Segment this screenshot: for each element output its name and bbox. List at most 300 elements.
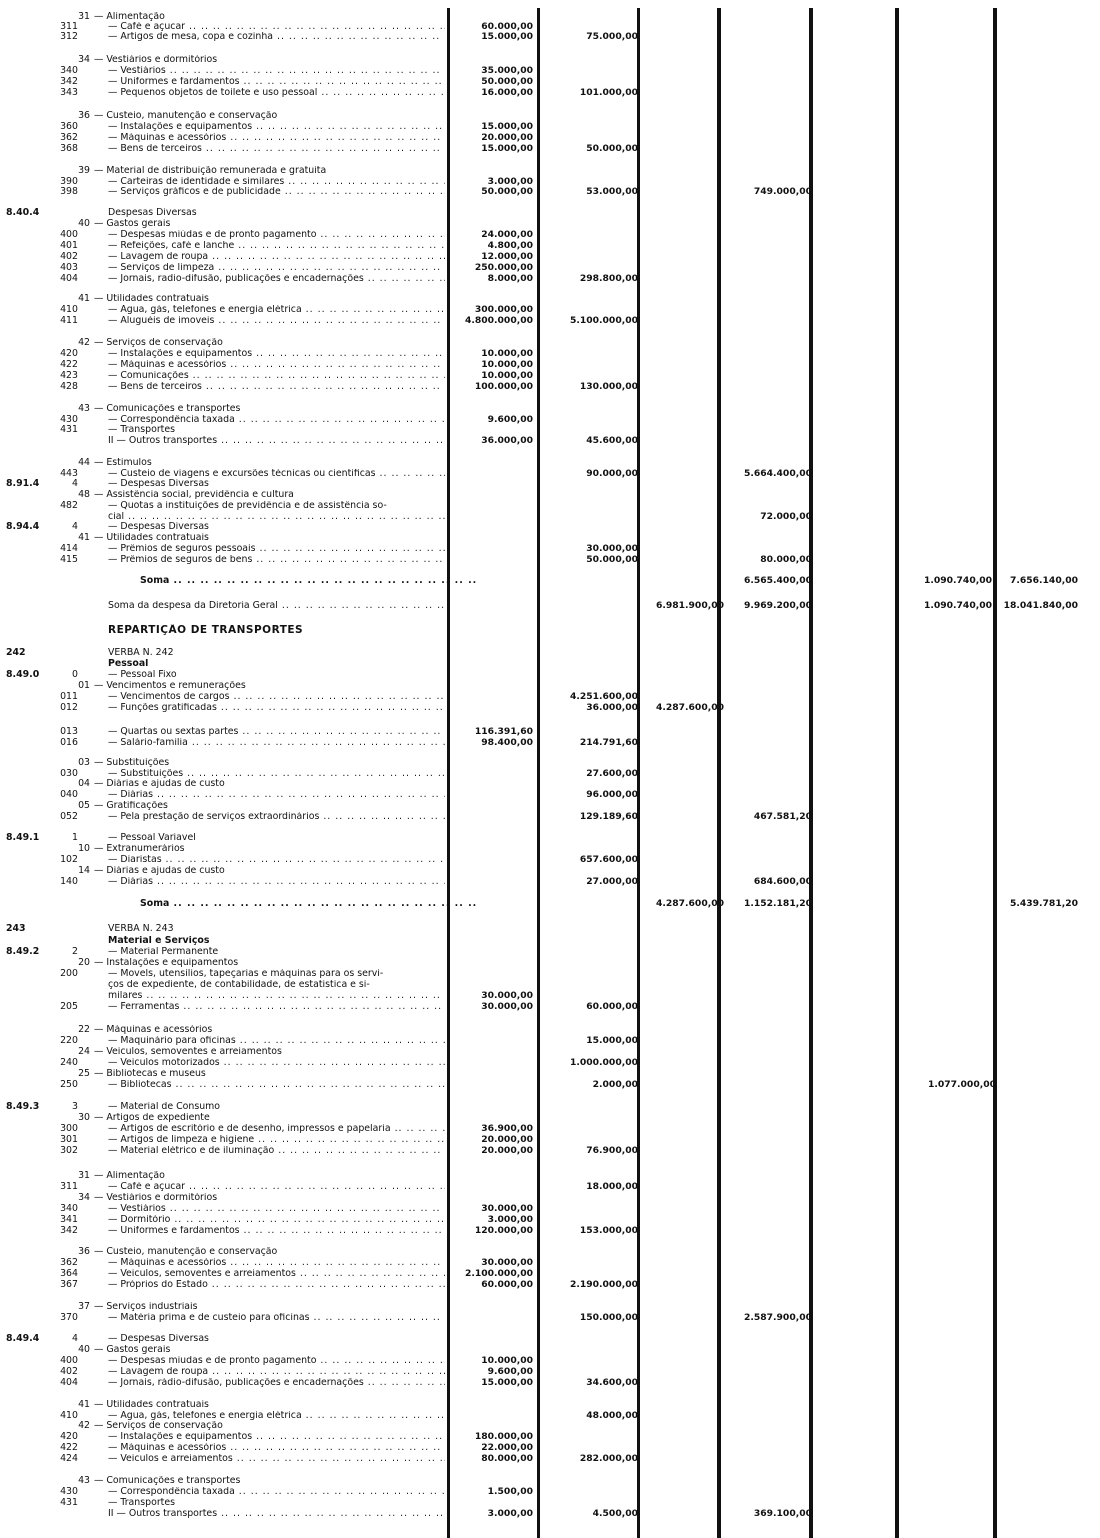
- table-row: [0, 1345, 1100, 1355]
- amount-c2: 150.000,00: [579, 1312, 638, 1323]
- amount-c1: 15.000,00: [481, 143, 533, 154]
- item-description: milares .. ..: [108, 991, 445, 1001]
- item-number: 398: [60, 186, 78, 197]
- table-row: [0, 263, 1100, 273]
- item-description: — Café e açucar .. ..: [108, 1182, 445, 1192]
- item-number: 370: [60, 1312, 78, 1323]
- table-row: [0, 1334, 1100, 1344]
- amount-c4: 369.100,00: [753, 1508, 812, 1519]
- table-row: [0, 1204, 1100, 1214]
- table-row: [0, 790, 1100, 800]
- item-description: — Ferramentas .. ..: [108, 1002, 445, 1012]
- amount-c2: 18.000,00: [586, 1181, 638, 1192]
- table-row: [0, 1421, 1100, 1431]
- item-description: — Veiculos, semoventes e arreiamentos: [94, 1047, 282, 1057]
- amount-c2: 2.190.000,00: [569, 1279, 638, 1290]
- item-description: — Custeio, manutenção e conservação: [94, 1247, 278, 1257]
- item-description: — Máquinas e acessórios: [94, 1025, 213, 1035]
- item-description: — Pessoal Fixo: [108, 670, 177, 680]
- table-row: [0, 479, 1100, 489]
- table-row: [0, 219, 1100, 229]
- item-description: — Uniformes e fardamentos .. ..: [108, 77, 445, 87]
- table-row: [0, 1487, 1100, 1497]
- table-row: [0, 1247, 1100, 1257]
- item-description: — Serviços industriais: [94, 1302, 198, 1312]
- item-description: REPARTIÇÃO DE TRANSPORTES: [108, 624, 304, 636]
- table-row: [0, 1476, 1100, 1486]
- item-number: 013: [60, 726, 78, 737]
- item-description: — Substituições .. ..: [108, 769, 445, 779]
- amount-c2: 214.791,60: [579, 737, 638, 748]
- amount-c2: 101.000,00: [579, 87, 638, 98]
- item-description: — Vencimentos e remunerações: [94, 681, 246, 691]
- table-row: [0, 425, 1100, 435]
- item-number: 48: [78, 489, 90, 500]
- amount-c1: 9.600,00: [487, 1366, 533, 1377]
- amount-c2: 45.600,00: [586, 435, 638, 446]
- item-description: — Jornais, rádio-difusão, publicações e encadernações .. ..: [108, 1378, 445, 1388]
- item-number: 10: [78, 843, 90, 854]
- table-row: [0, 1036, 1100, 1046]
- item-description: — Assistência social, previdência e cultura: [94, 490, 294, 500]
- item-number: 2: [72, 946, 78, 957]
- table-row: [0, 349, 1100, 359]
- item-description: — Utilidades contratuais: [94, 1400, 209, 1410]
- amount-c1: 10.000,00: [481, 370, 533, 381]
- amount-c1: 4.800,00: [487, 240, 533, 251]
- item-number: 430: [60, 1486, 78, 1497]
- item-description: — Instalações e equipamentos .. ..: [108, 349, 445, 359]
- amount-c1: 30.000,00: [481, 1001, 533, 1012]
- amount-c2: 60.000,00: [586, 1001, 638, 1012]
- item-number: 428: [60, 381, 78, 392]
- table-row: [0, 360, 1100, 370]
- amount-c1: 16.000,00: [481, 87, 533, 98]
- amount-c6: 7.656.140,00: [1009, 575, 1078, 586]
- item-description: — Uniformes e fardamentos .. ..: [108, 1226, 445, 1236]
- amount-c2: 34.600,00: [586, 1377, 638, 1388]
- amount-c1: 12.000,00: [481, 251, 533, 262]
- item-number: 030: [60, 768, 78, 779]
- item-number: 3: [72, 1101, 78, 1112]
- item-description: — Matéria prima e de custeio para oficinas .. ..: [108, 1313, 445, 1323]
- table-row: [0, 1411, 1100, 1421]
- item-description: — Despesas Diversas: [108, 522, 209, 532]
- item-number: 4: [72, 478, 78, 489]
- table-row: [0, 1069, 1100, 1079]
- table-row: [0, 899, 1100, 909]
- table-row: [0, 177, 1100, 187]
- item-description: — Aluguéis de imoveis .. ..: [108, 316, 445, 326]
- item-description: — Salário-familia .. ..: [108, 738, 445, 748]
- table-row: [0, 980, 1100, 990]
- item-number: 430: [60, 414, 78, 425]
- item-description: — Pela prestação de serviços extraordinários .. ..: [108, 812, 445, 822]
- table-row: [0, 958, 1100, 968]
- item-number: 401: [60, 240, 78, 251]
- table-row: [0, 458, 1100, 468]
- item-number: 443: [60, 468, 78, 479]
- amount-c2: 153.000,00: [579, 1225, 638, 1236]
- item-number: 011: [60, 691, 78, 702]
- amount-c1: 10.000,00: [481, 348, 533, 359]
- table-row: [0, 501, 1100, 511]
- item-description: — Jornais, radio-difusão, publicações e encadernações .. ..: [108, 274, 445, 284]
- item-description: — Utilidades contratuais: [94, 294, 209, 304]
- item-number: 040: [60, 789, 78, 800]
- item-description: — Diárias .. ..: [108, 790, 445, 800]
- item-number: 404: [60, 1377, 78, 1388]
- item-number: 34: [78, 54, 90, 65]
- item-description: — Material Permanente: [108, 947, 219, 957]
- item-number: 340: [60, 1203, 78, 1214]
- table-row: [0, 512, 1100, 522]
- item-number: 420: [60, 1431, 78, 1442]
- item-number: 415: [60, 554, 78, 565]
- amount-c2: 15.000,00: [586, 1035, 638, 1046]
- item-number: 410: [60, 304, 78, 315]
- table-row: [0, 208, 1100, 218]
- amount-c2: 30.000,00: [586, 543, 638, 554]
- table-row: [0, 66, 1100, 76]
- amount-c1: 180.000,00: [474, 1431, 533, 1442]
- budget-code: 8.49.4: [6, 1333, 40, 1344]
- item-description: — Despesas Diversas: [108, 479, 209, 489]
- amount-c1: 30.000,00: [481, 1257, 533, 1268]
- table-row: [0, 382, 1100, 392]
- budget-code: 8.49.0: [6, 669, 40, 680]
- table-row: [0, 555, 1100, 565]
- table-row: [0, 469, 1100, 479]
- table-row: [0, 1313, 1100, 1323]
- amount-c1: 30.000,00: [481, 1203, 533, 1214]
- table-row: [0, 924, 1100, 934]
- item-number: 05: [78, 800, 90, 811]
- item-number: 36: [78, 1246, 90, 1257]
- table-row: [0, 779, 1100, 789]
- amount-c1: 15.000,00: [481, 31, 533, 42]
- item-number: 414: [60, 543, 78, 554]
- amount-c1: 60.000,00: [481, 1279, 533, 1290]
- item-description: — Comunicações e transportes: [94, 1476, 241, 1486]
- amount-c4: 467.581,20: [753, 811, 812, 822]
- item-description: — Prêmios de seguros de bens .. ..: [108, 555, 445, 565]
- table-row: [0, 371, 1100, 381]
- item-number: 362: [60, 132, 78, 143]
- item-description: — Veiculos, semoventes e arreiamentos .. ..: [108, 1269, 445, 1279]
- item-number: 240: [60, 1057, 78, 1068]
- table-row: [0, 1171, 1100, 1181]
- amount-c4: 1.152.181,20: [743, 898, 812, 909]
- amount-c3: 4.287.600,00: [655, 898, 724, 909]
- item-description: — Prêmios de seguros pessoais .. ..: [108, 544, 445, 554]
- table-row: [0, 12, 1100, 22]
- amount-c1: 3.000,00: [487, 1508, 533, 1519]
- table-row: [0, 1509, 1100, 1519]
- table-row: [0, 166, 1100, 176]
- budget-code: 8.49.2: [6, 946, 40, 957]
- table-row: [0, 1135, 1100, 1145]
- amount-c2: 4.500,00: [592, 1508, 638, 1519]
- table-row: [0, 1146, 1100, 1156]
- item-description: — Bens de terceiros .. ..: [108, 144, 445, 154]
- item-description: — Instalações e equipamentos: [94, 958, 239, 968]
- item-description: — Vestiários .. ..: [108, 1204, 445, 1214]
- table-row: [0, 681, 1100, 691]
- table-row: [0, 1498, 1100, 1508]
- table-row: [0, 88, 1100, 98]
- amount-c2: 36.000,00: [586, 702, 638, 713]
- item-number: 301: [60, 1134, 78, 1145]
- item-description: — Serviços gráficos e de publicidade .. ..: [108, 187, 445, 197]
- item-description: — Próprios do Estado .. ..: [108, 1280, 445, 1290]
- table-row: [0, 991, 1100, 1001]
- item-number: 422: [60, 359, 78, 370]
- amount-c1: 20.000,00: [481, 132, 533, 143]
- item-description: — Estimulos: [94, 458, 152, 468]
- item-number: 342: [60, 76, 78, 87]
- amount-c1: 1.500,00: [487, 1486, 533, 1497]
- item-number: 200: [60, 968, 78, 979]
- table-row: [0, 316, 1100, 326]
- amount-c1: 3.000,00: [487, 1214, 533, 1225]
- table-row: [0, 241, 1100, 251]
- amount-c2: 2.000,00: [592, 1079, 638, 1090]
- table-row: [0, 1193, 1100, 1203]
- item-number: 400: [60, 1355, 78, 1366]
- item-number: 43: [78, 403, 90, 414]
- table-row: [0, 758, 1100, 768]
- amount-c2: 50.000,00: [586, 554, 638, 565]
- amount-c5: 1.090.740,00: [923, 575, 992, 586]
- item-number: 423: [60, 370, 78, 381]
- table-row: [0, 1113, 1100, 1123]
- table-row: [0, 252, 1100, 262]
- item-description: — Instalações e equipamentos .. ..: [108, 1432, 445, 1442]
- item-description: — Pequenos objetos de toilete e uso pessoal .. ..: [108, 88, 445, 98]
- amount-c1: 22.000,00: [481, 1442, 533, 1453]
- item-number: 102: [60, 854, 78, 865]
- budget-code: 8.94.4: [6, 521, 40, 532]
- table-row: [0, 801, 1100, 811]
- item-number: 43: [78, 1475, 90, 1486]
- amount-c2: 76.900,00: [586, 1145, 638, 1156]
- item-number: 482: [60, 500, 78, 511]
- item-description: — Extranumerários: [94, 844, 185, 854]
- amount-c2: 129.189,60: [579, 811, 638, 822]
- table-row: [0, 692, 1100, 702]
- item-description: Pessoal: [108, 659, 149, 669]
- amount-c1: 3.000,00: [487, 176, 533, 187]
- table-row: [0, 490, 1100, 500]
- amount-c2: 27.000,00: [586, 876, 638, 887]
- amount-c4: 9.969.200,00: [743, 600, 812, 611]
- item-number: 03: [78, 757, 90, 768]
- item-number: 364: [60, 1268, 78, 1279]
- item-number: 403: [60, 262, 78, 273]
- item-description: — Serviços de conservação: [94, 1421, 223, 1431]
- amount-c1: 20.000,00: [481, 1145, 533, 1156]
- item-description: — Máquinas e acessórios .. ..: [108, 360, 445, 370]
- item-description: — Bibliotecas .. ..: [108, 1080, 445, 1090]
- item-description: VERBA N. 242: [108, 648, 174, 658]
- item-description: — Agua, gás, telefones e energia elétrica .. ..: [108, 305, 445, 315]
- item-description: — Dormitório .. ..: [108, 1215, 445, 1225]
- table-row: [0, 1400, 1100, 1410]
- amount-c6: 5.439.781,20: [1009, 898, 1078, 909]
- item-description: II — Outros transportes .. ..: [108, 436, 445, 446]
- amount-c7: 1.077.000,00: [927, 1079, 996, 1090]
- table-row: [0, 1215, 1100, 1225]
- item-number: 42: [78, 1420, 90, 1431]
- item-number: 36: [78, 110, 90, 121]
- budget-code: 8.91.4: [6, 478, 40, 489]
- amount-c1: 300.000,00: [474, 304, 533, 315]
- table-row: [0, 1025, 1100, 1035]
- item-number: 1: [72, 832, 78, 843]
- amount-c3: 6.981.900,00: [655, 600, 724, 611]
- table-row: [0, 1280, 1100, 1290]
- item-description: — Artigos de escritório e de desenho, impressos e papelaria .. ..: [108, 1124, 445, 1134]
- item-number: 342: [60, 1225, 78, 1236]
- table-row: [0, 1378, 1100, 1388]
- item-description: — Artigos de limpeza e higiene .. ..: [108, 1135, 445, 1145]
- table-row: [0, 659, 1100, 669]
- amount-c1: 60.000,00: [481, 21, 533, 32]
- item-number: 431: [60, 1497, 78, 1508]
- item-number: 41: [78, 293, 90, 304]
- item-description: — Comunicações .. ..: [108, 371, 445, 381]
- item-description: — Movels, utensilios, tapeçarias e máquinas para os servi-: [108, 969, 384, 979]
- table-row: [0, 187, 1100, 197]
- item-number: 360: [60, 121, 78, 132]
- table-row: [0, 1356, 1100, 1366]
- item-description: ços de expediente, de contabilidade, de estatistica e si-: [108, 980, 370, 990]
- item-number: 431: [60, 424, 78, 435]
- item-description: — Gastos gerais: [94, 1345, 171, 1355]
- table-row: [0, 1080, 1100, 1090]
- table-row: [0, 703, 1100, 713]
- item-number: 40: [78, 1344, 90, 1355]
- amount-c1: 80.000,00: [481, 1453, 533, 1464]
- item-number: 404: [60, 273, 78, 284]
- item-number: 31: [78, 11, 90, 22]
- item-number: 362: [60, 1257, 78, 1268]
- amount-c1: 120.000,00: [474, 1225, 533, 1236]
- amount-c2: 50.000,00: [586, 143, 638, 154]
- item-number: 420: [60, 348, 78, 359]
- item-number: 220: [60, 1035, 78, 1046]
- item-description: — Diárias e ajudas de custo: [94, 779, 225, 789]
- item-number: 340: [60, 65, 78, 76]
- table-row: [0, 1432, 1100, 1442]
- table-row: [0, 1443, 1100, 1453]
- item-description: — Lavagem de roupa .. ..: [108, 1367, 445, 1377]
- budget-code: 8.49.3: [6, 1101, 40, 1112]
- item-number: 01: [78, 680, 90, 691]
- item-number: 34: [78, 1192, 90, 1203]
- item-description: — Veiculos motorizados .. ..: [108, 1058, 445, 1068]
- item-number: 20: [78, 957, 90, 968]
- item-number: 25: [78, 1068, 90, 1079]
- item-description: — Material de Consumo: [108, 1102, 221, 1112]
- item-description: — Alimentação: [94, 12, 165, 22]
- amount-c4: 2.587.900,00: [743, 1312, 812, 1323]
- table-row: [0, 522, 1100, 532]
- item-description: Soma .. ..: [140, 576, 477, 586]
- table-row: [0, 1226, 1100, 1236]
- item-description: — Vestiários .. ..: [108, 66, 445, 76]
- item-description: — Instalações e equipamentos .. ..: [108, 122, 445, 132]
- table-row: [0, 415, 1100, 425]
- item-number: 368: [60, 143, 78, 154]
- table-row: [0, 877, 1100, 887]
- amount-c6: 18.041.840,00: [1003, 600, 1078, 611]
- table-row: [0, 230, 1100, 240]
- amount-c3: 4.287.600,00: [655, 702, 724, 713]
- table-row: [0, 844, 1100, 854]
- item-description: — Carteiras de identidade e similares .. ..: [108, 177, 445, 187]
- item-number: 22: [78, 1024, 90, 1035]
- item-number: 44: [78, 457, 90, 468]
- table-row: [0, 1058, 1100, 1068]
- amount-c1: 50.000,00: [481, 76, 533, 87]
- item-number: 422: [60, 1442, 78, 1453]
- table-row: [0, 274, 1100, 284]
- amount-c4: 749.000,00: [753, 186, 812, 197]
- item-description: — Vestiários e dormitórios: [94, 55, 218, 65]
- table-row: [0, 936, 1100, 946]
- item-description: — Gratificações: [94, 801, 168, 811]
- item-description: — Comunicações e transportes: [94, 404, 241, 414]
- item-number: 40: [78, 218, 90, 229]
- item-number: 140: [60, 876, 78, 887]
- item-description: — Transportes: [108, 425, 175, 435]
- amount-c2: 4.251.600,00: [569, 691, 638, 702]
- item-description: Soma da despesa da Diretoria Geral .. ..: [108, 601, 445, 611]
- amount-c4: 5.664.400,00: [743, 468, 812, 479]
- table-row: [0, 144, 1100, 154]
- amount-c2: 96.000,00: [586, 789, 638, 800]
- amount-c1: 36.900,00: [481, 1123, 533, 1134]
- item-number: 41: [78, 1399, 90, 1410]
- item-number: 04: [78, 778, 90, 789]
- amount-c2: 298.800,00: [579, 273, 638, 284]
- item-number: 341: [60, 1214, 78, 1225]
- table-row: [0, 533, 1100, 543]
- item-description: — Refeições, café e lanche .. ..: [108, 241, 445, 251]
- item-description: — Artigos de mesa, copa e cozinha .. ..: [108, 32, 445, 42]
- item-number: 402: [60, 1366, 78, 1377]
- table-row: [0, 1454, 1100, 1464]
- item-description: — Despesas miúdas e de pronto pagamento .. ..: [108, 230, 445, 240]
- item-description: — Bens de terceiros .. ..: [108, 382, 445, 392]
- amount-c1: 15.000,00: [481, 121, 533, 132]
- item-number: 411: [60, 315, 78, 326]
- table-row: [0, 22, 1100, 32]
- item-number: 31: [78, 1170, 90, 1181]
- item-description: — Máquinas e acessórios .. ..: [108, 133, 445, 143]
- table-row: [0, 32, 1100, 42]
- table-row: [0, 436, 1100, 446]
- table-row: [0, 294, 1100, 304]
- item-number: 30: [78, 1112, 90, 1123]
- table-row: [0, 404, 1100, 414]
- table-row: [0, 833, 1100, 843]
- item-description: — Quartas ou sextas partes .. ..: [108, 727, 445, 737]
- table-row: [0, 1047, 1100, 1057]
- table-row: [0, 1002, 1100, 1012]
